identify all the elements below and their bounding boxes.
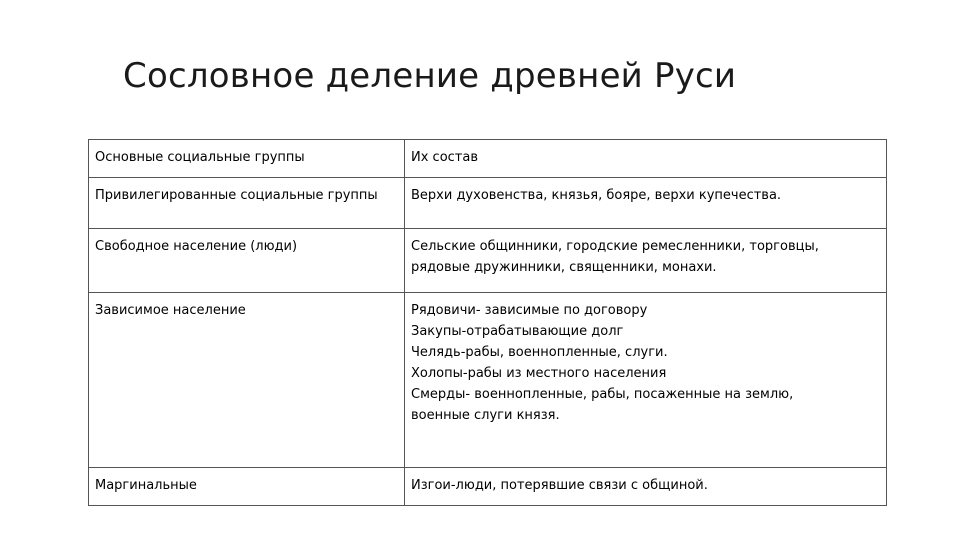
composition-cell [405,468,887,506]
social-groups-table [88,139,887,506]
header-cell-composition: Их состав [405,140,887,178]
composition-line: рядовые дружинники, священники, монахи. [411,260,717,275]
composition-cell [405,229,887,293]
composition-line: Изгои-люди, потерявшие связи с общиной. [411,478,708,493]
table-header-row [89,140,887,178]
composition-line: военные слуги князя. [411,408,560,423]
group-label: Привилегированные социальные группы [95,188,378,203]
slide-title: Сословное деление древней Руси [123,56,737,96]
composition-cell [405,293,887,468]
group-label: Зависимое население [95,303,246,318]
table-row [89,229,887,293]
group-label: Свободное население (люди) [95,239,298,254]
group-cell [89,178,405,229]
composition-line: Смерды- военнопленные, рабы, посаженные на землю, [411,387,794,402]
composition-line: Закупы-отрабатывающие долг [411,324,624,339]
table-row [89,468,887,506]
table-row [89,178,887,229]
group-cell [89,229,405,293]
header-cell-groups: Основные социальные группы [89,140,405,178]
group-cell [89,468,405,506]
group-cell [89,293,405,468]
composition-cell [405,178,887,229]
composition-line: Сельские общинники, городские ремесленники, торговцы, [411,239,819,254]
composition-line: Челядь-рабы, военнопленные, слуги. [411,345,668,360]
table-row [89,293,887,468]
composition-line: Холопы-рабы из местного населения [411,366,667,381]
composition-line: Рядовичи- зависимые по договору [411,303,648,318]
composition-line: Верхи духовенства, князья, бояре, верхи купечества. [411,188,782,203]
group-label: Маргинальные [95,478,197,493]
